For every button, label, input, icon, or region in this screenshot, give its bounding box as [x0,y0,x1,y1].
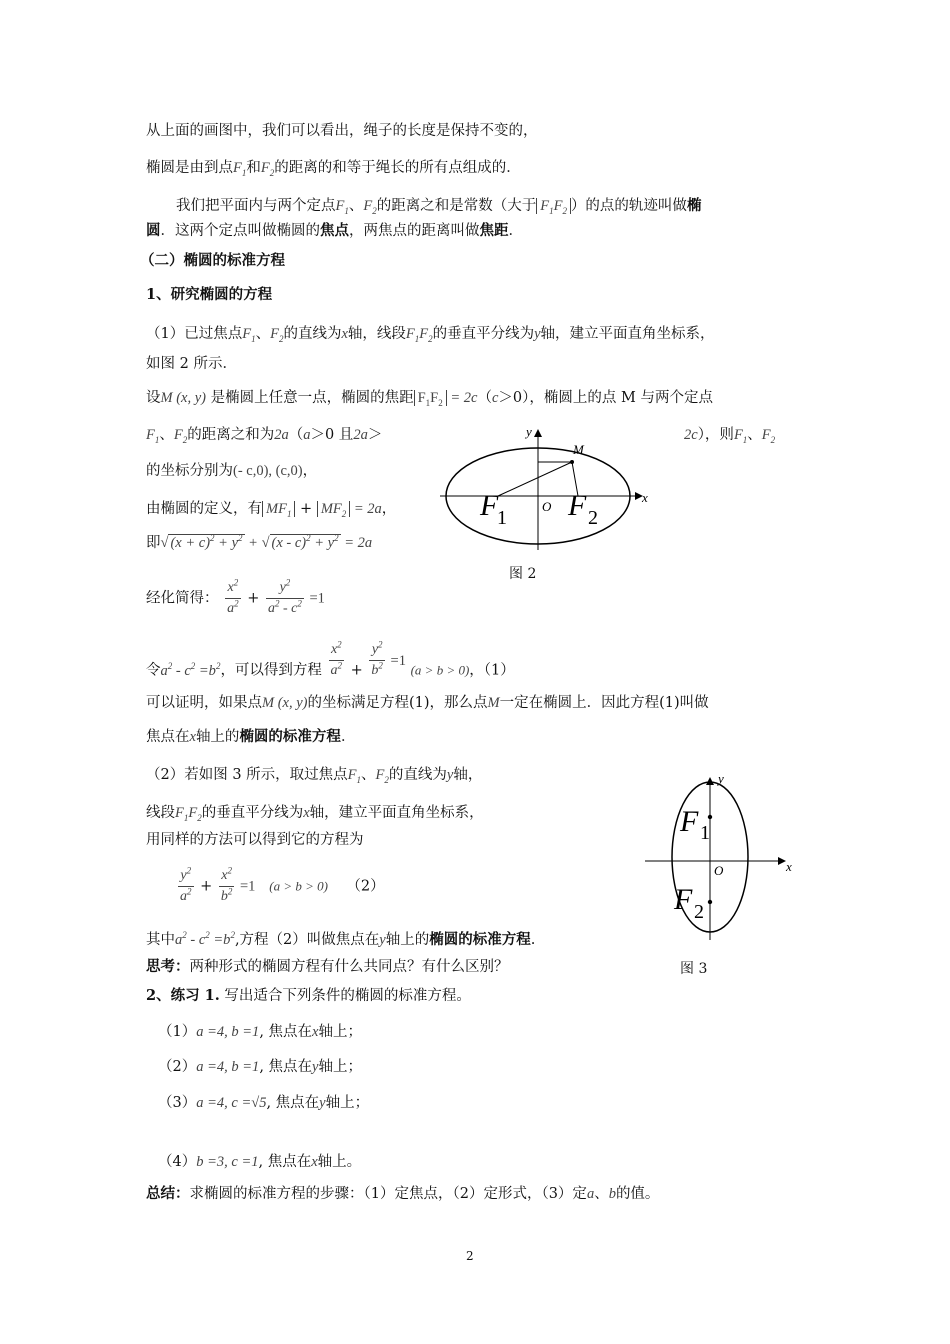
fig2-O-label: O [542,499,552,514]
exercise-item: （1）a =4, b =1, 焦点在x轴上； [158,1024,362,1040]
fig2-F1-sub: 1 [497,507,507,529]
step2-line1: （2）若如图 3 所示，取过焦点$F_1$、$F_2$的直线为y轴， [146,767,483,785]
page-number: 2 [466,1249,474,1263]
equation-2: $\frac{y^2}{a^2}$ + $\frac{x^2}{b^2}$ =1 (a > b > 0) （2） [180,865,385,904]
paragraph-rope: 从上面的画图中，我们可以看出，绳子的长度是保持不变的， [146,123,538,139]
paragraph-ellipse-points: 椭圆是由到点$F_1$和$F_2$的距离的和等于绳长的所有点组成的． [146,160,521,178]
summary-line: 总结：求椭圆的标准方程的步骤：（1）定焦点，（2）定形式，（3）定a、b的值。 [146,1185,660,1202]
coordinates-line: 的坐标分别为(- c,0), (c,0)， [146,463,318,479]
fig2-F1-label: F [480,489,499,522]
exercise-title: 2、练习 1. 写出适合下列条件的椭圆的标准方程。 [146,987,471,1004]
where-line: 其中$a^2 - c^2 =b^2$,方程（2）叫做焦点在y轴上的椭圆的标准方程. [146,930,536,948]
fig2-F2-label: F [568,489,587,522]
fig2-F2-sub: 2 [588,507,598,529]
fig3-F1-label: F [680,805,699,838]
figure-3-diagram [640,765,800,945]
exercise-item: （2）a =4, b =1, 焦点在y轴上； [158,1059,362,1075]
distance-line-tail: 2c），则$F_1$、$F_2$ [684,427,776,445]
fig3-y-label: y [718,771,724,786]
step1-line2: 如图 2 所示． [146,356,237,372]
step2-line3: 用同样的方法可以得到它的方程为 [146,832,364,848]
definition-line1: 我们把平面内与两个定点$F_1$、$F_2$的距离之和是常数（大于 $F_1F_2$ ）的点的轨迹叫做椭 [176,197,702,216]
fig3-F1-sub: 1 [700,822,710,844]
section-title: （二）椭圆的标准方程 [140,252,285,269]
step2-line2: 线段$F_1F_2$的垂直平分线为x轴，建立平面直角坐标系， [146,805,484,823]
sqrt-equation-line: 即√ $(x + c)^2 + y^2$ + √ $(x - c)^2 + y^2 = 2a$ [146,533,373,551]
simplified-equation-line: 经化简得： $\frac{x^2}{a^2}$ + $\frac{y^2}{a^2 - c^2}$ =1 [146,577,325,616]
fig3-F2-label: F [674,883,693,916]
think-line: 思考：两种形式的椭圆方程有什么共同点？有什么区别？ [146,958,509,975]
figure-2-caption: 图 2 [509,566,537,582]
prove-line: 可以证明，如果点M (x, y)的坐标满足方程(1)，那么点M一定在椭圆上．因此方程(1)叫做 [146,695,709,711]
fig2-y-label: y [526,424,532,439]
distance-line: $F_1$、$F_2$的距离之和为2a（a＞0 且2a＞ [146,427,383,445]
fig3-x-label: x [786,859,792,874]
fig3-O-label: O [714,863,724,878]
definition-equation-line: 由椭圆的定义，有 $MF_1 + MF_2 = 2a$， [146,501,397,519]
subsection-title: 1、研究椭圆的方程 [146,286,273,303]
step1-line1: （1）已过焦点$F_1$、$F_2$的直线为x轴，线段$F_1F_2$的垂直平分线为y轴，建立平面直角坐标系， [146,326,715,344]
exercise-item: （4）b =3, c =1, 焦点在x轴上。 [158,1154,362,1170]
figure-2-diagram [430,420,660,555]
let-b-line: 令$a^2 - c^2 =b^2$，可以得到方程 $\frac{x^2}{a^2}$ + $\frac{y^2}{b^2}$ =1 (a > b > 0)，（1） [146,639,515,679]
fig2-M-label: M [573,442,584,457]
fig2-x-label: x [642,490,648,505]
fig3-F2-sub: 2 [694,901,704,923]
setup-line: 设M (x, y) 是椭圆上任意一点，椭圆的焦距 $F_1F_2 = 2c(c>0)$，椭圆上的点 M 与两个定点 [146,390,713,408]
figure-3-caption: 图 3 [680,961,708,977]
prove-line2: 焦点在x轴上的椭圆的标准方程． [146,728,356,745]
definition-line2: 圆．这两个定点叫做椭圆的焦点，两焦点的距离叫做焦距． [146,222,523,239]
exercise-item: （3）a =4, c =√5, 焦点在y轴上； [158,1095,370,1111]
